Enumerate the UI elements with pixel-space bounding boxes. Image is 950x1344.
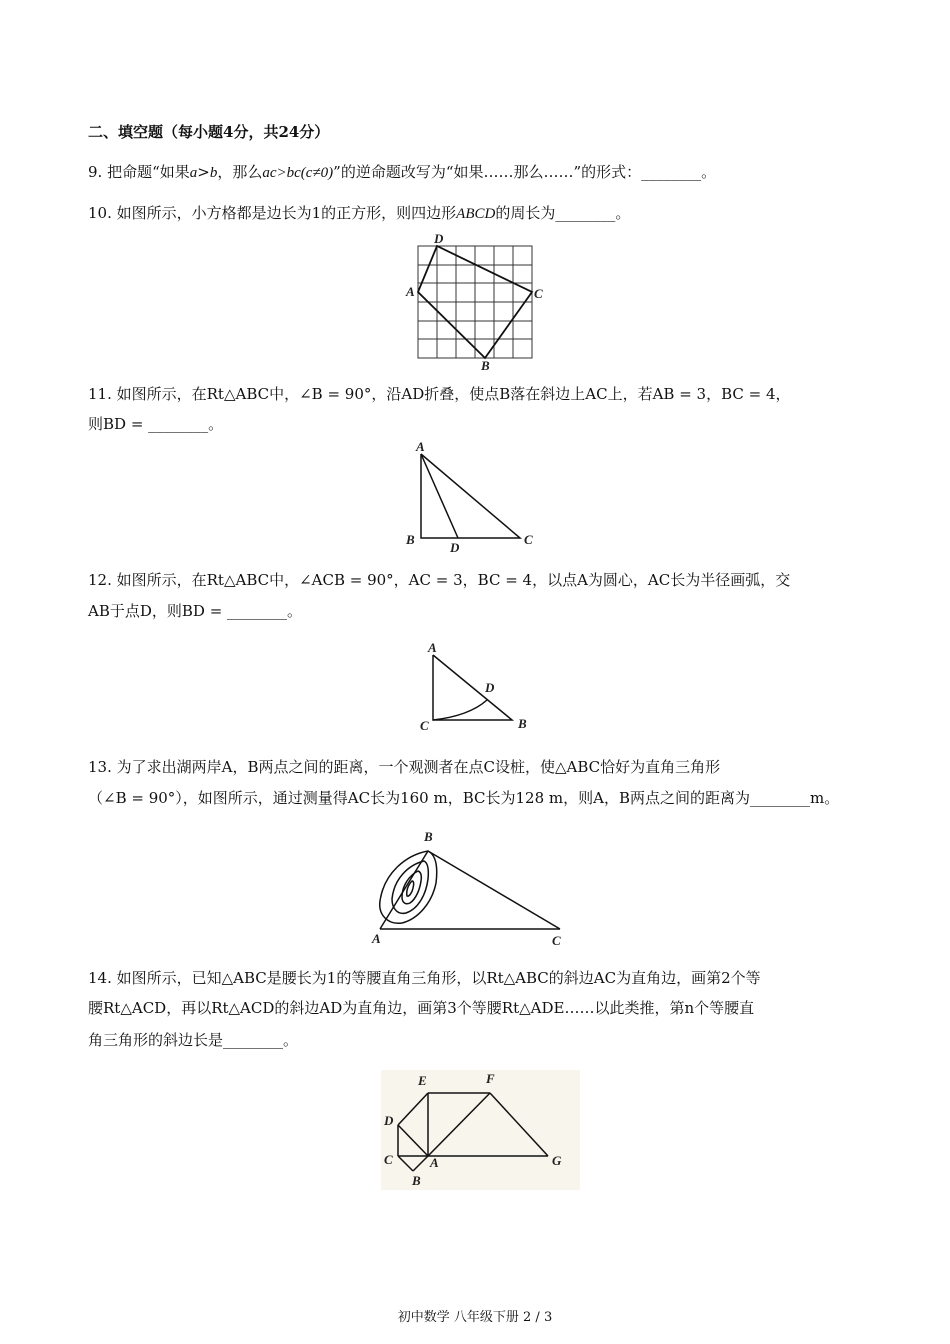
svg-text:D: D	[384, 1113, 394, 1128]
svg-text:A: A	[430, 1155, 439, 1170]
figure-14-spiral-triangles	[378, 1065, 583, 1195]
question-10: 10. 如图所示，小方格都是边长为1的正方形，则四边形ABCD的周长为________。	[88, 204, 631, 222]
figure-11-triangle	[400, 440, 550, 555]
svg-text:C: C	[420, 718, 429, 733]
figure-13-lake	[366, 823, 576, 948]
question-12-line1: 12. 如图所示，在Rt△ABC中，∠ACB = 90°，AC = 3，BC = 4，以点A为圆心，AC长为半径画弧，交	[88, 571, 791, 589]
svg-text:B: B	[406, 532, 415, 547]
question-9: 9. 把命题“如果a>b，那么ac>bc(c≠0)”的逆命题改写为“如果……那么……”的形式：________。	[88, 163, 717, 181]
page-footer: 初中数学 八年级下册 2 / 3	[397, 1310, 553, 1325]
svg-text:A: A	[406, 284, 415, 299]
svg-text:A: A	[372, 931, 381, 946]
svg-text:D: D	[450, 540, 460, 555]
question-13-line2: （∠B = 90°），如图所示，通过测量得AC长为160 m，BC长为128 m，则A，B两点之间的距离为________m。	[88, 789, 840, 807]
svg-text:B: B	[424, 829, 433, 844]
figure-12-triangle	[414, 638, 534, 738]
question-11-line2: 则BD = ________。	[88, 415, 224, 433]
question-11-line1: 11. 如图所示，在Rt△ABC中，∠B = 90°，沿AD折叠，使点B落在斜边上AC上，若AB = 3，BC = 4，	[88, 385, 791, 403]
svg-text:C: C	[524, 532, 533, 547]
question-14-line3: 角三角形的斜边长是________。	[88, 1031, 299, 1049]
svg-text:E: E	[418, 1073, 427, 1088]
svg-text:C: C	[384, 1152, 393, 1167]
svg-text:B: B	[518, 716, 527, 731]
svg-text:D: D	[434, 232, 444, 246]
question-12-line2: AB于点D，则BD = ________。	[88, 602, 303, 620]
svg-text:B: B	[412, 1173, 421, 1188]
question-14-line2: 腰Rt△ACD，再以Rt△ACD的斜边AD为直角边，画第3个等腰Rt△ADE……以此类推，第n个等腰直	[88, 999, 755, 1017]
svg-text:B: B	[481, 358, 490, 372]
question-13-line1: 13. 为了求出湖两岸A，B两点之间的距离，一个观测者在点C设桩，使△ABC恰好为直角三角形	[88, 758, 721, 776]
svg-text:C: C	[534, 286, 543, 301]
question-14-line1: 14. 如图所示，已知△ABC是腰长为1的等腰直角三角形，以Rt△ABC的斜边AC为直角边，画第2个等	[88, 969, 761, 987]
svg-text:C: C	[552, 933, 561, 948]
figure-10-grid	[400, 232, 550, 372]
svg-text:F: F	[486, 1071, 495, 1086]
svg-text:A: A	[428, 640, 437, 655]
svg-text:G: G	[552, 1153, 562, 1168]
section-title: 二、填空题（每小题4分，共24分）	[88, 123, 330, 141]
svg-text:D: D	[485, 680, 495, 695]
svg-text:A: A	[416, 440, 425, 454]
